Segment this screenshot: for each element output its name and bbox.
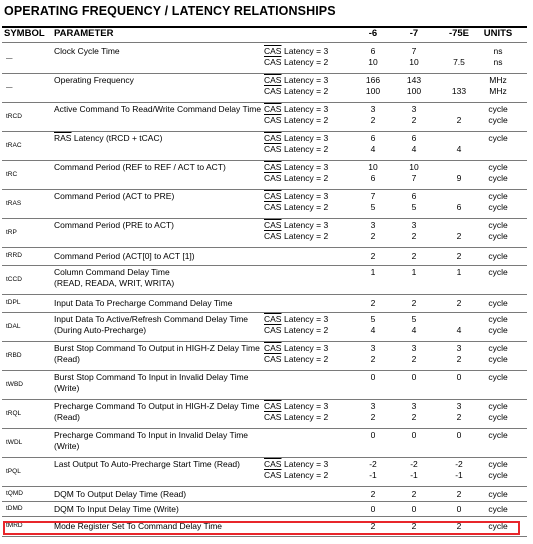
value-cell: -2 (410, 459, 418, 469)
row-divider (2, 341, 527, 342)
unit-cell: cycle (488, 504, 508, 514)
unit-cell: MHz (489, 75, 507, 85)
latency-label: Latency = 3 (284, 314, 329, 324)
symbol-cell: tMRD (6, 522, 23, 529)
value-cell: -1 (369, 470, 377, 480)
row-divider (2, 370, 527, 371)
row-divider (2, 218, 527, 219)
value-cell: 2 (456, 521, 462, 531)
value-cell: 3 (411, 104, 417, 114)
cas-label: $\overline{CAS}$ (264, 459, 282, 469)
parameter-cell: (During Auto-Precharge) (54, 325, 147, 335)
value-cell: 5 (411, 314, 417, 324)
value-cell: 2 (370, 115, 376, 125)
parameter-cell: Clock Cycle Time (54, 46, 120, 56)
header-symbol: SYMBOL (4, 28, 45, 39)
symbol-cell: — (6, 55, 13, 62)
latency-label: Latency = 2 (284, 412, 329, 422)
parameter-cell: Command Period (REF to REF / ACT to ACT) (54, 162, 226, 172)
unit-cell: cycle (488, 521, 508, 531)
value-cell: 4 (456, 325, 462, 335)
cas-label: $\overline{CAS}$ (264, 202, 282, 212)
parameter-cell: Column Command Delay Time (54, 267, 170, 277)
value-cell: 2 (456, 231, 462, 241)
table-header (0, 27, 533, 40)
latency-label: Latency = 3 (284, 220, 329, 230)
value-cell: 1 (370, 267, 376, 277)
parameter-cell: Mode Register Set To Command Delay Time (54, 521, 223, 531)
cas-label: $\overline{CAS}$ (264, 46, 282, 56)
value-cell: 7 (370, 191, 376, 201)
value-cell: 4 (370, 325, 376, 335)
row-divider (2, 160, 527, 161)
row-divider (2, 189, 527, 190)
parameter-cell: (READ, READA, WRIT, WRITA) (54, 278, 175, 288)
value-cell: 6 (370, 133, 376, 143)
parameter-cell: Command Period (PRE to ACT) (54, 220, 174, 230)
symbol-cell: tDMD (6, 505, 23, 512)
symbol-cell: tRQL (6, 410, 22, 417)
value-cell: 4 (411, 144, 417, 154)
parameter-cell: Precharge Command To Output in HIGH-Z Delay Time (54, 401, 260, 411)
row-divider (2, 501, 527, 502)
value-cell: 2 (456, 354, 462, 364)
parameter-cell: Command Period (ACT[0] to ACT [1]) (54, 251, 195, 261)
header-parameter: PARAMETER (54, 28, 114, 39)
unit-cell: cycle (488, 191, 508, 201)
symbol-cell: tRAC (6, 142, 22, 149)
latency-label: Latency = 3 (284, 46, 329, 56)
value-cell: 5 (370, 314, 376, 324)
cas-label: $\overline{CAS}$ (264, 162, 282, 172)
latency-label: Latency = 2 (284, 354, 329, 364)
header-grade-7: -7 (409, 28, 419, 39)
unit-cell: cycle (488, 372, 508, 382)
value-cell: 2 (411, 354, 417, 364)
cas-label: $\overline{CAS}$ (264, 231, 282, 241)
row-divider (2, 247, 527, 248)
value-cell: 7 (411, 46, 417, 56)
parameter-cell: Command Period (ACT to PRE) (54, 191, 175, 201)
symbol-cell: — (6, 84, 13, 91)
row-divider (2, 102, 527, 103)
unit-cell: cycle (488, 298, 508, 308)
value-cell: 0 (411, 372, 417, 382)
value-cell: 2 (370, 231, 376, 241)
symbol-cell: tWBD (6, 381, 23, 388)
unit-cell: cycle (488, 251, 508, 261)
value-cell: 4 (456, 144, 462, 154)
symbol-cell: tRCD (6, 113, 22, 120)
unit-cell: cycle (488, 401, 508, 411)
cas-label: $\overline{CAS}$ (264, 57, 282, 67)
cas-label: $\overline{CAS}$ (264, 173, 282, 183)
symbol-cell: tQMD (6, 490, 23, 497)
value-cell: 5 (411, 202, 417, 212)
value-cell: 3 (411, 343, 417, 353)
unit-cell: cycle (488, 459, 508, 469)
unit-cell: ns (493, 46, 503, 56)
cas-label: $\overline{CAS}$ (264, 133, 282, 143)
value-cell: 2 (411, 521, 417, 531)
value-cell: 2 (411, 231, 417, 241)
value-cell: 2 (370, 489, 376, 499)
latency-label: Latency = 3 (284, 133, 329, 143)
value-cell: 166 (365, 75, 381, 85)
value-cell: 6 (370, 46, 376, 56)
value-cell: 2 (456, 115, 462, 125)
value-cell: 2 (411, 298, 417, 308)
parameter-cell: Operating Frequency (54, 75, 134, 85)
unit-cell: cycle (488, 470, 508, 480)
parameter-cell: (Read) (54, 354, 80, 364)
latency-label: Latency = 3 (284, 162, 329, 172)
parameter-cell: DQM To Output Delay Time (Read) (54, 489, 187, 499)
unit-cell: cycle (488, 220, 508, 230)
unit-cell: cycle (488, 343, 508, 353)
value-cell: 2 (456, 412, 462, 422)
parameter-cell: Last Output To Auto-Precharge Start Time (Read) (54, 459, 240, 469)
value-cell: 2 (370, 298, 376, 308)
value-cell: 7 (411, 173, 417, 183)
value-cell: 3 (370, 220, 376, 230)
unit-cell: cycle (488, 162, 508, 172)
value-cell: 3 (456, 343, 462, 353)
row-divider (2, 265, 527, 266)
value-cell: 100 (406, 86, 422, 96)
symbol-cell: tCCD (6, 276, 22, 283)
parameter-cell: (Read) (54, 412, 80, 422)
value-cell: 7.5 (453, 57, 465, 67)
value-cell: 133 (451, 86, 467, 96)
value-cell: 2 (411, 489, 417, 499)
parameter-cell: Burst Stop Command To Output in HIGH-Z Delay Time (54, 343, 260, 353)
cas-label: $\overline{CAS}$ (264, 470, 282, 480)
unit-cell: ns (493, 57, 503, 67)
latency-label: Latency = 3 (284, 75, 329, 85)
value-cell: 3 (411, 220, 417, 230)
cas-label: $\overline{CAS}$ (264, 314, 282, 324)
unit-cell: cycle (488, 489, 508, 499)
value-cell: 0 (370, 430, 376, 440)
row-divider (2, 294, 527, 295)
latency-label: Latency = 3 (284, 401, 329, 411)
value-cell: 143 (406, 75, 422, 85)
value-cell: 5 (370, 202, 376, 212)
cas-label: $\overline{CAS}$ (264, 354, 282, 364)
row-divider (2, 486, 527, 487)
unit-cell: cycle (488, 173, 508, 183)
parameter-cell: Input Data To Active/Refresh Command Delay Time (54, 314, 249, 324)
value-cell: 10 (409, 57, 419, 67)
value-cell: -1 (410, 470, 418, 480)
symbol-cell: tRRD (6, 252, 22, 259)
symbol-cell: tWDL (6, 439, 23, 446)
latency-label: Latency = 2 (284, 231, 329, 241)
value-cell: 10 (409, 162, 419, 172)
value-cell: 6 (456, 202, 462, 212)
parameter-cell: Burst Stop Command To Input in Invalid Delay Time (54, 372, 249, 382)
latency-label: Latency = 3 (284, 459, 329, 469)
value-cell: 0 (456, 430, 462, 440)
row-divider (2, 457, 527, 458)
latency-label: Latency = 2 (284, 202, 329, 212)
cas-label: $\overline{CAS}$ (264, 104, 282, 114)
parameter-cell: (Write) (54, 383, 80, 393)
symbol-cell: tRBD (6, 352, 22, 359)
value-cell: 3 (370, 401, 376, 411)
unit-cell: cycle (488, 314, 508, 324)
header-grade-75e: -75E (448, 28, 470, 39)
value-cell: 3 (370, 343, 376, 353)
unit-cell: cycle (488, 430, 508, 440)
unit-cell: cycle (488, 354, 508, 364)
cas-label: $\overline{CAS}$ (264, 75, 282, 85)
value-cell: 0 (370, 504, 376, 514)
parameter-cell: $\overline{RAS}$ Latency (tRCD + tCAC) (54, 133, 163, 143)
value-cell: 3 (370, 104, 376, 114)
value-cell: 1 (456, 267, 462, 277)
row-divider (2, 399, 527, 400)
latency-label: Latency = 2 (284, 86, 329, 96)
cas-label: $\overline{CAS}$ (264, 115, 282, 125)
symbol-cell: tDPL (6, 299, 21, 306)
value-cell: 0 (411, 430, 417, 440)
symbol-cell: tRP (6, 229, 17, 236)
latency-label: Latency = 2 (284, 325, 329, 335)
value-cell: 2 (370, 251, 376, 261)
latency-label: Latency = 2 (284, 144, 329, 154)
value-cell: 1 (411, 267, 417, 277)
cas-label: $\overline{CAS}$ (264, 401, 282, 411)
parameter-cell: Active Command To Read/Write Command Delay Time (54, 104, 262, 114)
parameter-cell: Input Data To Precharge Command Delay Time (54, 298, 233, 308)
value-cell: 0 (456, 372, 462, 382)
latency-label: Latency = 2 (284, 173, 329, 183)
latency-label: Latency = 3 (284, 104, 329, 114)
unit-cell: cycle (488, 412, 508, 422)
value-cell: 0 (411, 504, 417, 514)
latency-label: Latency = 2 (284, 57, 329, 67)
value-cell: 2 (456, 489, 462, 499)
value-cell: 100 (365, 86, 381, 96)
cas-label: $\overline{CAS}$ (264, 325, 282, 335)
cas-label: $\overline{CAS}$ (264, 144, 282, 154)
unit-cell: cycle (488, 104, 508, 114)
value-cell: 2 (456, 298, 462, 308)
symbol-cell: tPQL (6, 468, 21, 475)
value-cell: 6 (411, 133, 417, 143)
page-title: OPERATING FREQUENCY / LATENCY RELATIONSHIPS (4, 4, 336, 18)
value-cell: -2 (369, 459, 377, 469)
unit-cell: cycle (488, 202, 508, 212)
latency-label: Latency = 3 (284, 343, 329, 353)
value-cell: 0 (456, 504, 462, 514)
value-cell: 3 (456, 401, 462, 411)
value-cell: 2 (370, 354, 376, 364)
row-divider (2, 516, 527, 517)
unit-cell: cycle (488, 115, 508, 125)
value-cell: 4 (370, 144, 376, 154)
value-cell: 2 (456, 251, 462, 261)
row-divider (2, 131, 527, 132)
value-cell: 2 (411, 412, 417, 422)
cas-label: $\overline{CAS}$ (264, 412, 282, 422)
value-cell: 2 (370, 412, 376, 422)
value-cell: -1 (455, 470, 463, 480)
value-cell: 6 (411, 191, 417, 201)
value-cell: 6 (370, 173, 376, 183)
row-divider (2, 312, 527, 313)
value-cell: 10 (368, 162, 378, 172)
symbol-cell: tRAS (6, 200, 22, 207)
value-cell: 10 (368, 57, 378, 67)
unit-cell: cycle (488, 267, 508, 277)
value-cell: 4 (411, 325, 417, 335)
value-cell: 2 (411, 115, 417, 125)
value-cell: 2 (411, 251, 417, 261)
unit-cell: cycle (488, 325, 508, 335)
row-divider (2, 428, 527, 429)
cas-label: $\overline{CAS}$ (264, 86, 282, 96)
row-divider (2, 536, 527, 537)
cas-label: $\overline{CAS}$ (264, 191, 282, 201)
parameter-cell: Precharge Command To Input in Invalid Delay Time (54, 430, 249, 440)
symbol-cell: tRC (6, 171, 18, 178)
latency-label: Latency = 3 (284, 191, 329, 201)
row-divider (2, 26, 527, 28)
latency-label: Latency = 2 (284, 470, 329, 480)
cas-label: $\overline{CAS}$ (264, 220, 282, 230)
highlight-box (3, 521, 520, 535)
unit-cell: cycle (488, 133, 508, 143)
unit-cell: MHz (489, 86, 507, 96)
symbol-cell: tDAL (6, 323, 21, 330)
latency-label: Latency = 2 (284, 115, 329, 125)
header-units: UNITS (483, 28, 513, 39)
value-cell: 3 (411, 401, 417, 411)
value-cell: 0 (370, 372, 376, 382)
value-cell: 9 (456, 173, 462, 183)
parameter-cell: (Write) (54, 441, 80, 451)
header-grade-6: -6 (368, 28, 378, 39)
value-cell: 2 (370, 521, 376, 531)
row-divider (2, 42, 527, 43)
row-divider (2, 73, 527, 74)
parameter-cell: DQM To Input Delay Time (Write) (54, 504, 179, 514)
value-cell: -2 (455, 459, 463, 469)
cas-label: $\overline{CAS}$ (264, 343, 282, 353)
unit-cell: cycle (488, 231, 508, 241)
